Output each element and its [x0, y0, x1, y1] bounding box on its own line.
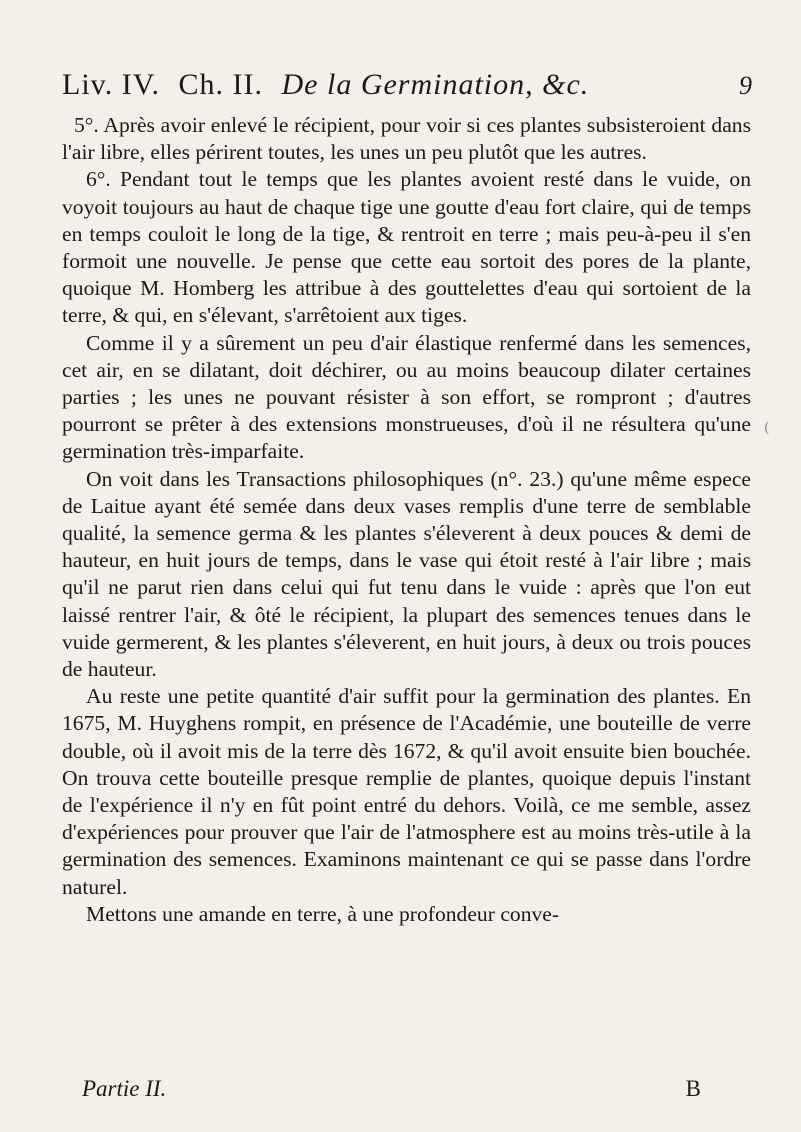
paragraph-air-elastique: Comme il y a sûrement un peu d'air élastique renfermé dans les semences, cet air, en se dilatant, doit déchirer, ou au moins beaucoup dilater certaines parties ; les unes ne pouvant résister à son effort, se rompront ; d'autres pourront se prêter à des extensions monstrueuses, d'où il ne résultera qu'une germination très-imparfaite.	[62, 330, 751, 464]
page-footer	[82, 1076, 701, 1102]
page-number: 9	[739, 71, 753, 100]
running-head-left	[62, 68, 589, 102]
paragraph-amande: Mettons une amande en terre, à une profondeur conve-	[86, 901, 560, 926]
running-head	[62, 68, 753, 108]
paragraph-huyghens: Au reste une petite quantité d'air suffit pour la germination des plantes. En 1675, M. Huyghens rompit, en présence de l'Académie, une bouteille de verre double, où il avoit mis de la terre dès 1672, & qu'il avoit ensuite bien bouchée. On trouva cette bouteille presque remplie de plantes, quoique depuis l'instant de l'expérience il n'y en fût point entré du dehors. Voilà, ce me semble, assez d'expériences pour prouver que l'air de l'atmosphere est au moins très-utile à la germination des semences. Examinons maintenant ce qui se passe dans l'ordre naturel.	[62, 684, 751, 899]
chapter-title: De la Germination, &c.	[281, 68, 590, 101]
margin-mark: (	[764, 420, 770, 436]
paragraph-6: 6°. Pendant tout le temps que les plantes avoient resté dans le vuide, on voyoit toujours au haut de chaque tige une goutte d'eau fort claire, qui de temps en temps couloit le long de la tige, & rentroit en terre ; mais peu-à-peu il s'en formoit une nouvelle. Je pense que cette eau sortoit des pores de la plante, quoique M. Homberg les attribue à des gouttelettes d'eau qui sortoient de la terre, & qui, en s'élevant, s'arrêtoient aux tiges.	[62, 167, 751, 328]
paragraph-transactions: On voit dans les Transactions philosophiques (n°. 23.) qu'une même espece de Laitue ayant été semée dans deux vases remplis d'une terre de semblable qualité, la semence germa & les plantes s'éleverent à deux pouces & demi de hauteur, en huit jours de temps, dans le vase qui étoit resté à l'air libre ; mais qu'il ne parut rien dans celui qui fut tenu dans le vuide : après que l'on eut laissé rentrer l'air, & ôté le récipient, la plupart des semences tenues dans le vuide germerent, & les plantes s'éleverent, en huit jours, à deux ou trois pouces de hauteur.	[62, 466, 751, 682]
book-number: Liv. IV.	[62, 68, 160, 101]
paragraph-5: 5°. Après avoir enlevé le récipient, pour voir si ces plantes subsisteroient dans l'air libre, elles périrent toutes, les unes un peu plutôt que les autres.	[62, 113, 751, 165]
chapter-number: Ch. II.	[178, 68, 263, 101]
part-label: Partie II.	[82, 1076, 167, 1101]
body-text	[62, 112, 751, 928]
signature-mark: B	[685, 1076, 701, 1101]
